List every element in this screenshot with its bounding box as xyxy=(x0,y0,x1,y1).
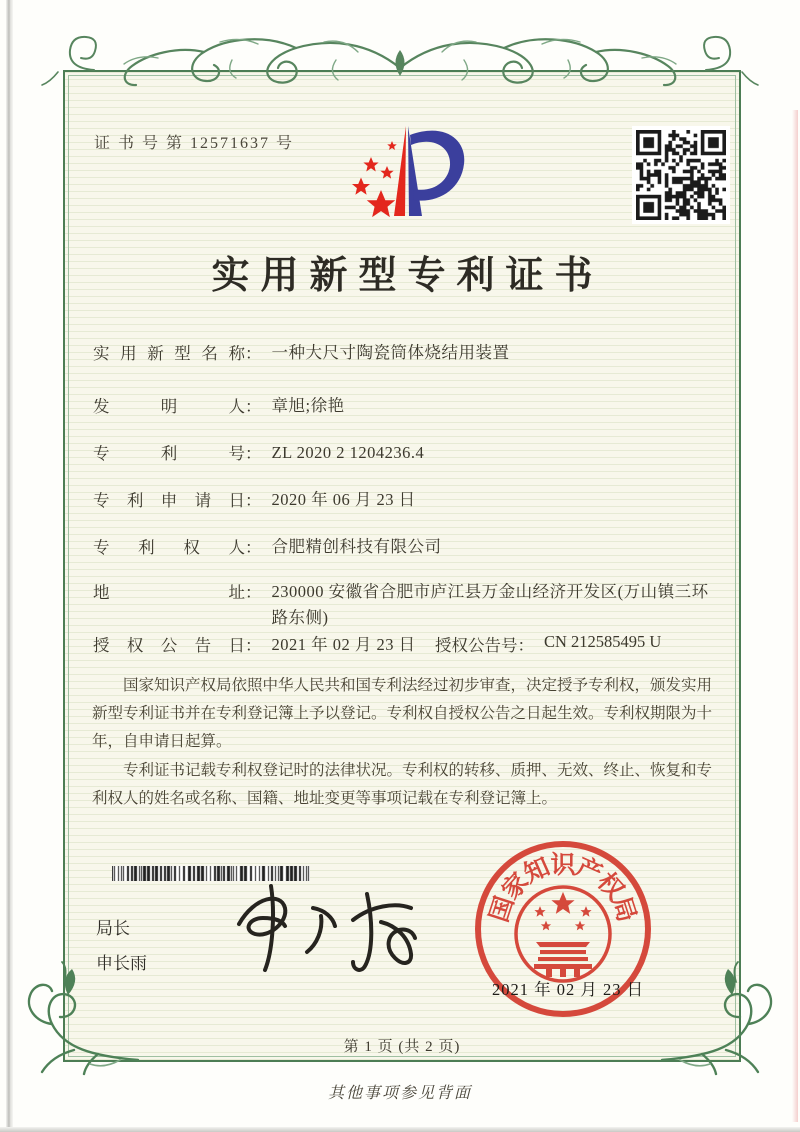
colon: ： xyxy=(245,491,262,510)
field-row-address xyxy=(93,579,718,630)
colon: ： xyxy=(245,583,262,602)
field-row-inventor xyxy=(93,393,718,419)
field-label: 授权公告号 xyxy=(435,636,518,655)
colon: ： xyxy=(245,636,262,655)
certificate-number: 证 书 号 第 12571637 号 xyxy=(94,135,295,152)
field-value: CN 212585495 U xyxy=(544,632,662,651)
field-label: 授权公告日 xyxy=(93,636,245,655)
field-label: 专利申请日 xyxy=(93,491,245,510)
field-row-name xyxy=(93,340,718,366)
seal-char: 权 xyxy=(591,868,629,905)
certificate-title: 实用新型专利证书 xyxy=(211,255,604,297)
field-row-patent-number xyxy=(93,440,718,466)
page-number: 第 1 页 (共 2 页) xyxy=(343,1039,461,1055)
seal-char: 知 xyxy=(520,853,555,889)
officer-name: 申长雨 xyxy=(96,953,147,973)
field-value: 合肥精创科技有限公司 xyxy=(271,537,442,556)
field-label: 专利权人 xyxy=(93,538,245,557)
field-grant-number xyxy=(435,632,661,656)
scan-edge-shadow-bottom xyxy=(0,1127,800,1132)
seal-char: 国 xyxy=(485,893,520,926)
field-value: 一种大尺寸陶瓷筒体烧结用装置 xyxy=(271,343,510,362)
officer-title: 局长 xyxy=(96,919,130,938)
field-label: 地址 xyxy=(93,583,245,602)
signature-icon xyxy=(225,878,425,988)
seal-char: 产 xyxy=(571,853,606,889)
colon: ： xyxy=(245,444,262,463)
legal-paragraph-2: 专利证书记载专利权登记时的法律状况。专利权的转移、质押、无效、终止、恢复和专利权人的姓名或名称、国籍、地址变更等事项记载在专利登记簿上。 xyxy=(92,761,713,807)
certificate-frame xyxy=(63,70,741,1062)
colon: ： xyxy=(245,397,262,416)
scan-edge-shadow xyxy=(6,0,13,1132)
field-label: 专利号 xyxy=(93,444,245,463)
cnipa-logo-icon xyxy=(337,120,477,224)
qr-code xyxy=(632,126,730,224)
seal-date: 2021 年 02 月 23 日 xyxy=(492,980,645,999)
colon: ： xyxy=(245,538,262,557)
seal-char: 家 xyxy=(497,868,535,905)
field-value: 230000 安徽省合肥市庐江县万金山经济开发区(万山镇三环路东侧) xyxy=(271,582,709,627)
back-note: 其他事项参见背面 xyxy=(327,1085,472,1102)
seal-char: 局 xyxy=(606,893,641,926)
field-value: 2021 年 02 月 23 日 xyxy=(271,635,416,654)
field-row-filing-date xyxy=(93,487,718,513)
legal-paragraph-1: 国家知识产权局依照中华人民共和国专利法经过初步审查，决定授予专利权，颁发实用新型专利证书并在专利登记簿上予以登记。专利权自授权公告之日起生效。专利权期限为十年，自申请日起算。 xyxy=(92,677,713,751)
field-label: 发明人 xyxy=(93,397,245,416)
field-value: 2020 年 06 月 23 日 xyxy=(271,490,416,509)
field-label: 实用新型名称 xyxy=(93,344,245,363)
colon: ： xyxy=(517,636,534,655)
colon: ： xyxy=(245,344,262,363)
seal-char: 识 xyxy=(550,852,576,879)
officer-block xyxy=(96,912,147,982)
legal-text xyxy=(92,672,720,813)
field-row-patentee xyxy=(93,534,718,560)
field-value: 章旭;徐艳 xyxy=(271,396,345,415)
field-row-grant xyxy=(93,632,718,658)
field-value: ZL 2020 2 1204236.4 xyxy=(271,443,425,462)
scan-smudge xyxy=(792,110,798,1122)
national-emblem-icon xyxy=(516,887,610,981)
